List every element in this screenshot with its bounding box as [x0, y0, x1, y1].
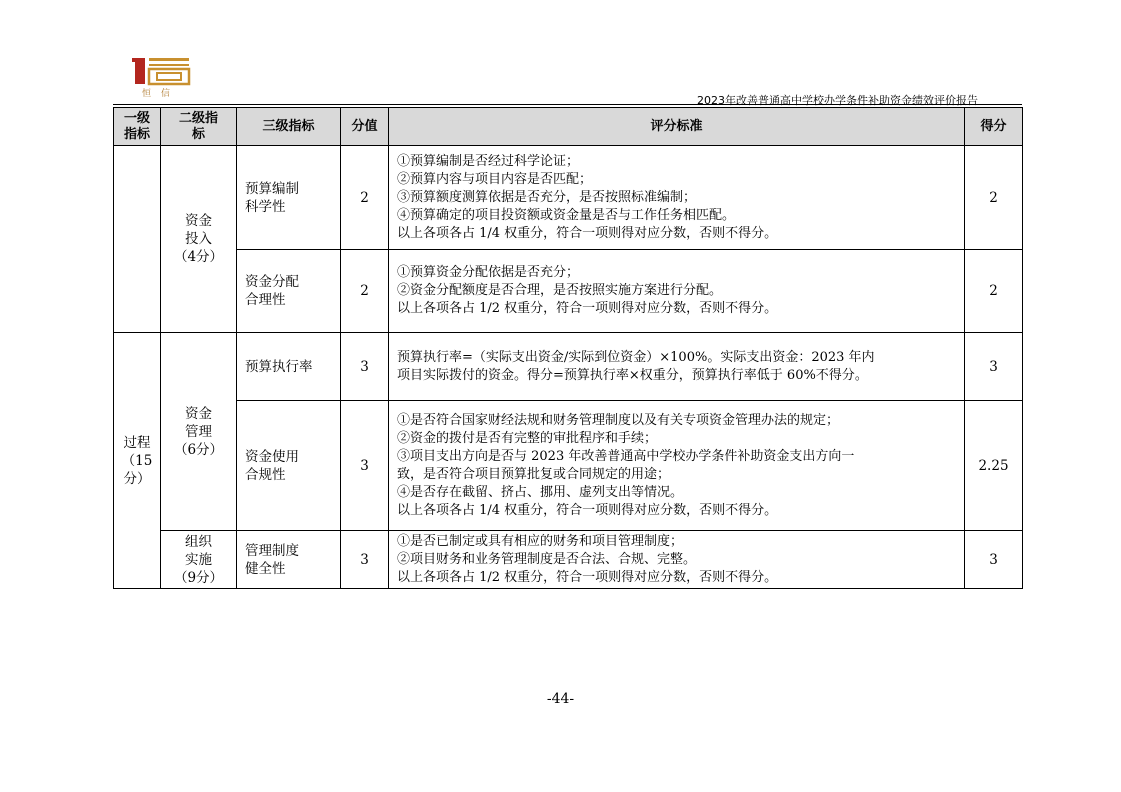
header-score-got: 得分	[965, 108, 1023, 146]
row-value: 2	[341, 250, 389, 333]
row-criteria	[389, 250, 965, 333]
criteria-line: 以上各项各占 1/2 权重分，符合一项则得对应分数，否则不得分。	[397, 301, 778, 316]
criteria-line: ③预算额度测算依据是否充分，是否按照标准编制；	[397, 189, 697, 205]
header-divider	[113, 104, 1022, 105]
group-process: 过程 （15 分）	[114, 333, 161, 589]
table-row	[114, 146, 1023, 250]
header-level1: 一级 指标	[114, 108, 161, 146]
row-criteria	[389, 531, 965, 589]
criteria-line: ②预算内容与项目内容是否匹配；	[397, 171, 593, 187]
table-row	[114, 531, 1023, 589]
group-org: 组织 实施 （9分）	[161, 531, 237, 589]
row-value: 3	[341, 401, 389, 531]
row-value: 3	[341, 333, 389, 401]
row-name: 资金分配 合理性	[237, 250, 341, 333]
row-name: 管理制度 健全性	[237, 531, 341, 589]
group-manage: 资金 管理 （6分）	[161, 333, 237, 531]
table-row	[114, 333, 1023, 401]
criteria-line: ①是否已制定或具有相应的财务和项目管理制度；	[397, 533, 684, 549]
criteria-line: 以上各项各占 1/4 权重分，符合一项则得对应分数，否则不得分。	[397, 502, 778, 518]
criteria-line: 项目实际拨付的资金。得分=预算执行率×权重分，预算执行率低于 60%不得分。	[397, 367, 868, 383]
row-score: 2	[965, 146, 1023, 250]
header-score-value: 分值	[341, 108, 389, 146]
header-criteria: 评分标准	[389, 108, 965, 146]
row-criteria	[389, 401, 965, 531]
table-row	[114, 401, 1023, 531]
report-title: 2023年改善普通高中学校办学条件补助资金绩效评价报告	[697, 94, 978, 107]
row-name: 资金使用 合规性	[237, 401, 341, 531]
criteria-line: ③项目支出方向是否与 2023 年改善普通高中学校办学条件补助资金支出方向一	[397, 448, 855, 464]
header-level3: 三级指标	[237, 108, 341, 146]
row-name: 预算编制 科学性	[237, 146, 341, 250]
criteria-line: 以上各项各占 1/4 权重分，符合一项则得对应分数，否则不得分。	[397, 225, 778, 241]
criteria-line: ①是否符合国家财经法规和财务管理制度以及有关专项资金管理办法的规定；	[397, 412, 840, 428]
row-score: 2	[965, 250, 1023, 333]
criteria-line: ①预算资金分配依据是否充分；	[397, 265, 580, 280]
row-value: 2	[341, 146, 389, 250]
criteria-line: ④预算确定的项目投资额或资金量是否与工作任务相匹配。	[397, 207, 736, 223]
logo-text: 恒信	[142, 89, 181, 99]
evaluation-table	[113, 107, 1023, 589]
table-row	[114, 250, 1023, 333]
criteria-line: 以上各项各占 1/2 权重分，符合一项则得对应分数，否则不得分。	[397, 569, 778, 585]
criteria-line: ④是否存在截留、挤占、挪用、虚列支出等情况。	[397, 484, 684, 500]
level1-cell-empty	[114, 146, 161, 333]
row-criteria	[389, 146, 965, 250]
row-score: 3	[965, 333, 1023, 401]
criteria-line: ①预算编制是否经过科学论证；	[397, 153, 580, 169]
row-value: 3	[341, 531, 389, 589]
row-score: 3	[965, 531, 1023, 589]
page-number: -44-	[546, 691, 575, 707]
criteria-line: ②资金分配额度是否合理，是否按照实施方案进行分配。	[397, 283, 723, 298]
row-criteria	[389, 333, 965, 401]
criteria-line: 致，是否符合项目预算批复或合同规定的用途；	[397, 466, 671, 482]
criteria-line: 预算执行率=（实际支出资金/实际到位资金）×100%。实际支出资金：2023 年内	[397, 349, 875, 365]
table-header-row	[114, 108, 1023, 146]
group-invest: 资金 投入 （4分）	[161, 146, 237, 333]
row-name: 预算执行率	[237, 333, 341, 401]
criteria-line: ②项目财务和业务管理制度是否合法、合规、完整。	[397, 551, 697, 567]
row-score: 2.25	[965, 401, 1023, 531]
criteria-line: ②资金的拨付是否有完整的审批程序和手续；	[397, 430, 658, 446]
header-level2: 二级指 标	[161, 108, 237, 146]
